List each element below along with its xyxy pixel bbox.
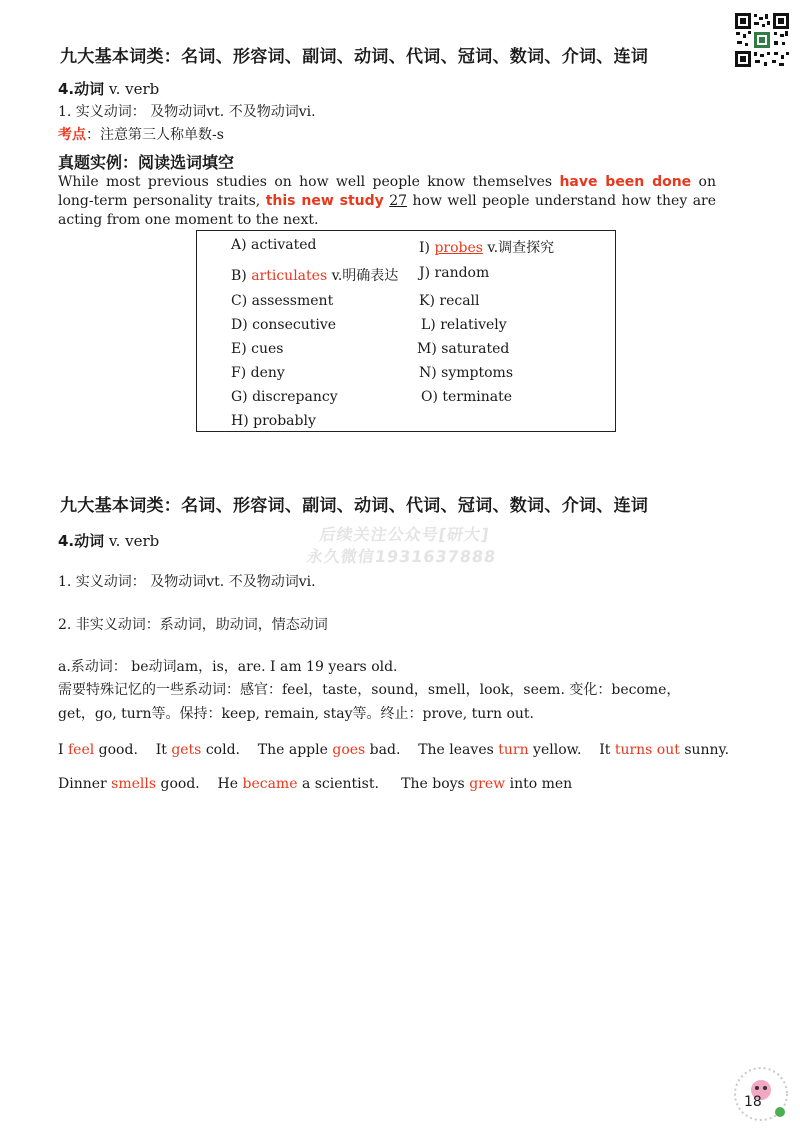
- option-l: L) relatively: [421, 317, 507, 333]
- section2-line2: 2. 非实义动词：系动词，助动词，情态动词: [58, 617, 328, 633]
- example-verb: goes: [332, 742, 366, 758]
- section1-line1: 1. 实义动词： 及物动词vt. 不及物动词vi.: [58, 104, 316, 120]
- example-verb: turn: [498, 742, 529, 758]
- section2-heading-num: 4.动词: [58, 532, 105, 550]
- watermark-line1: 后续关注公众号[研大]: [318, 525, 491, 544]
- para-text-2: on long-term personality traits,: [58, 174, 716, 209]
- kaodian-text: ：注意第三人称单数-s: [86, 127, 224, 143]
- option-c: C) assessment: [231, 293, 334, 309]
- watermark-line2: 永久微信1931637888: [305, 547, 498, 566]
- section2-title: 九大基本词类：名词、形容词、副词、动词、代词、冠词、数词、介词、连词: [60, 496, 649, 516]
- section2-heading: [58, 530, 159, 551]
- example-line-2: [58, 776, 572, 792]
- option-f: F) deny: [231, 365, 285, 381]
- example-verb: feel: [67, 742, 95, 758]
- example-text: a scientist. The boys: [297, 776, 470, 792]
- example-text: cold. The apple: [201, 742, 333, 758]
- option-o: O) terminate: [421, 389, 513, 405]
- option-b-letter: B): [231, 268, 252, 284]
- word-bank-box: [196, 230, 616, 432]
- reading-paragraph: [58, 173, 716, 230]
- para-text-3: how well people understand how they are acting from one moment to the next.: [58, 193, 717, 228]
- option-k: K) recall: [419, 293, 480, 309]
- option-b-word: articulates: [251, 268, 328, 284]
- option-a: A) activated: [231, 237, 317, 253]
- example-text: I: [58, 742, 68, 758]
- section1-title: 九大基本词类：名词、形容词、副词、动词、代词、冠词、数词、介词、连词: [60, 47, 649, 67]
- example-text: into men: [505, 776, 573, 792]
- section2-heading-en: v. verb: [104, 532, 160, 550]
- option-e: E) cues: [231, 341, 284, 357]
- option-i-word: probes: [434, 240, 483, 256]
- option-i-note: v.调查探究: [482, 240, 555, 256]
- example-text: yellow. It: [528, 742, 615, 758]
- section2-line5: get，go, turn等。保持：keep, remain, stay等。终止：prove, turn out.: [58, 706, 534, 722]
- option-m: M) saturated: [417, 341, 510, 357]
- example-line-1: [58, 742, 729, 758]
- blank-27: 27: [389, 193, 408, 209]
- section1-heading-num: 4.动词: [58, 80, 105, 98]
- example-text: good. It: [94, 742, 172, 758]
- example-text: Dinner: [58, 776, 112, 792]
- section2-line1: 1. 实义动词： 及物动词vt. 不及物动词vi.: [58, 574, 316, 590]
- option-i-letter: I): [419, 240, 435, 256]
- zhenti-heading: 真题实例：阅读选词填空: [58, 153, 235, 172]
- para-highlight-1: have been done: [559, 174, 692, 190]
- example-verb: gets: [171, 742, 202, 758]
- example-verb: became: [242, 776, 298, 792]
- qr-code-image: [734, 12, 790, 68]
- section2-line3: a.系动词： be动词am，is，are. I am 19 years old.: [58, 659, 398, 675]
- section1-heading: [58, 78, 159, 99]
- kaodian-label: 考点: [58, 127, 86, 143]
- example-text: good. He: [156, 776, 243, 792]
- example-verb: grew: [469, 776, 506, 792]
- kaodian-line: [58, 124, 224, 144]
- option-b-note: v.明确表达: [327, 268, 399, 284]
- section1-heading-en: v. verb: [104, 80, 160, 98]
- section2-line4: 需要特殊记忆的一些系动词：感官：feel，taste，sound，smell，look，seem. 变化：become，: [58, 682, 681, 698]
- option-d: D) consecutive: [231, 317, 337, 333]
- example-verb: turns out: [614, 742, 680, 758]
- option-b: [231, 265, 398, 285]
- para-text-1: While most previous studies on how well people know themselves: [58, 174, 560, 190]
- page-number: 18: [744, 1094, 762, 1110]
- example-verb: smells: [111, 776, 157, 792]
- para-highlight-2: this new study: [265, 193, 384, 209]
- option-j: J) random: [419, 265, 490, 281]
- example-text: sunny.: [679, 742, 730, 758]
- watermark-text: [295, 524, 511, 568]
- option-n: N) symptoms: [419, 365, 514, 381]
- example-text: bad. The leaves: [365, 742, 499, 758]
- option-h: H) probably: [231, 413, 316, 429]
- option-i: [419, 237, 554, 257]
- option-g: G) discrepancy: [231, 389, 338, 405]
